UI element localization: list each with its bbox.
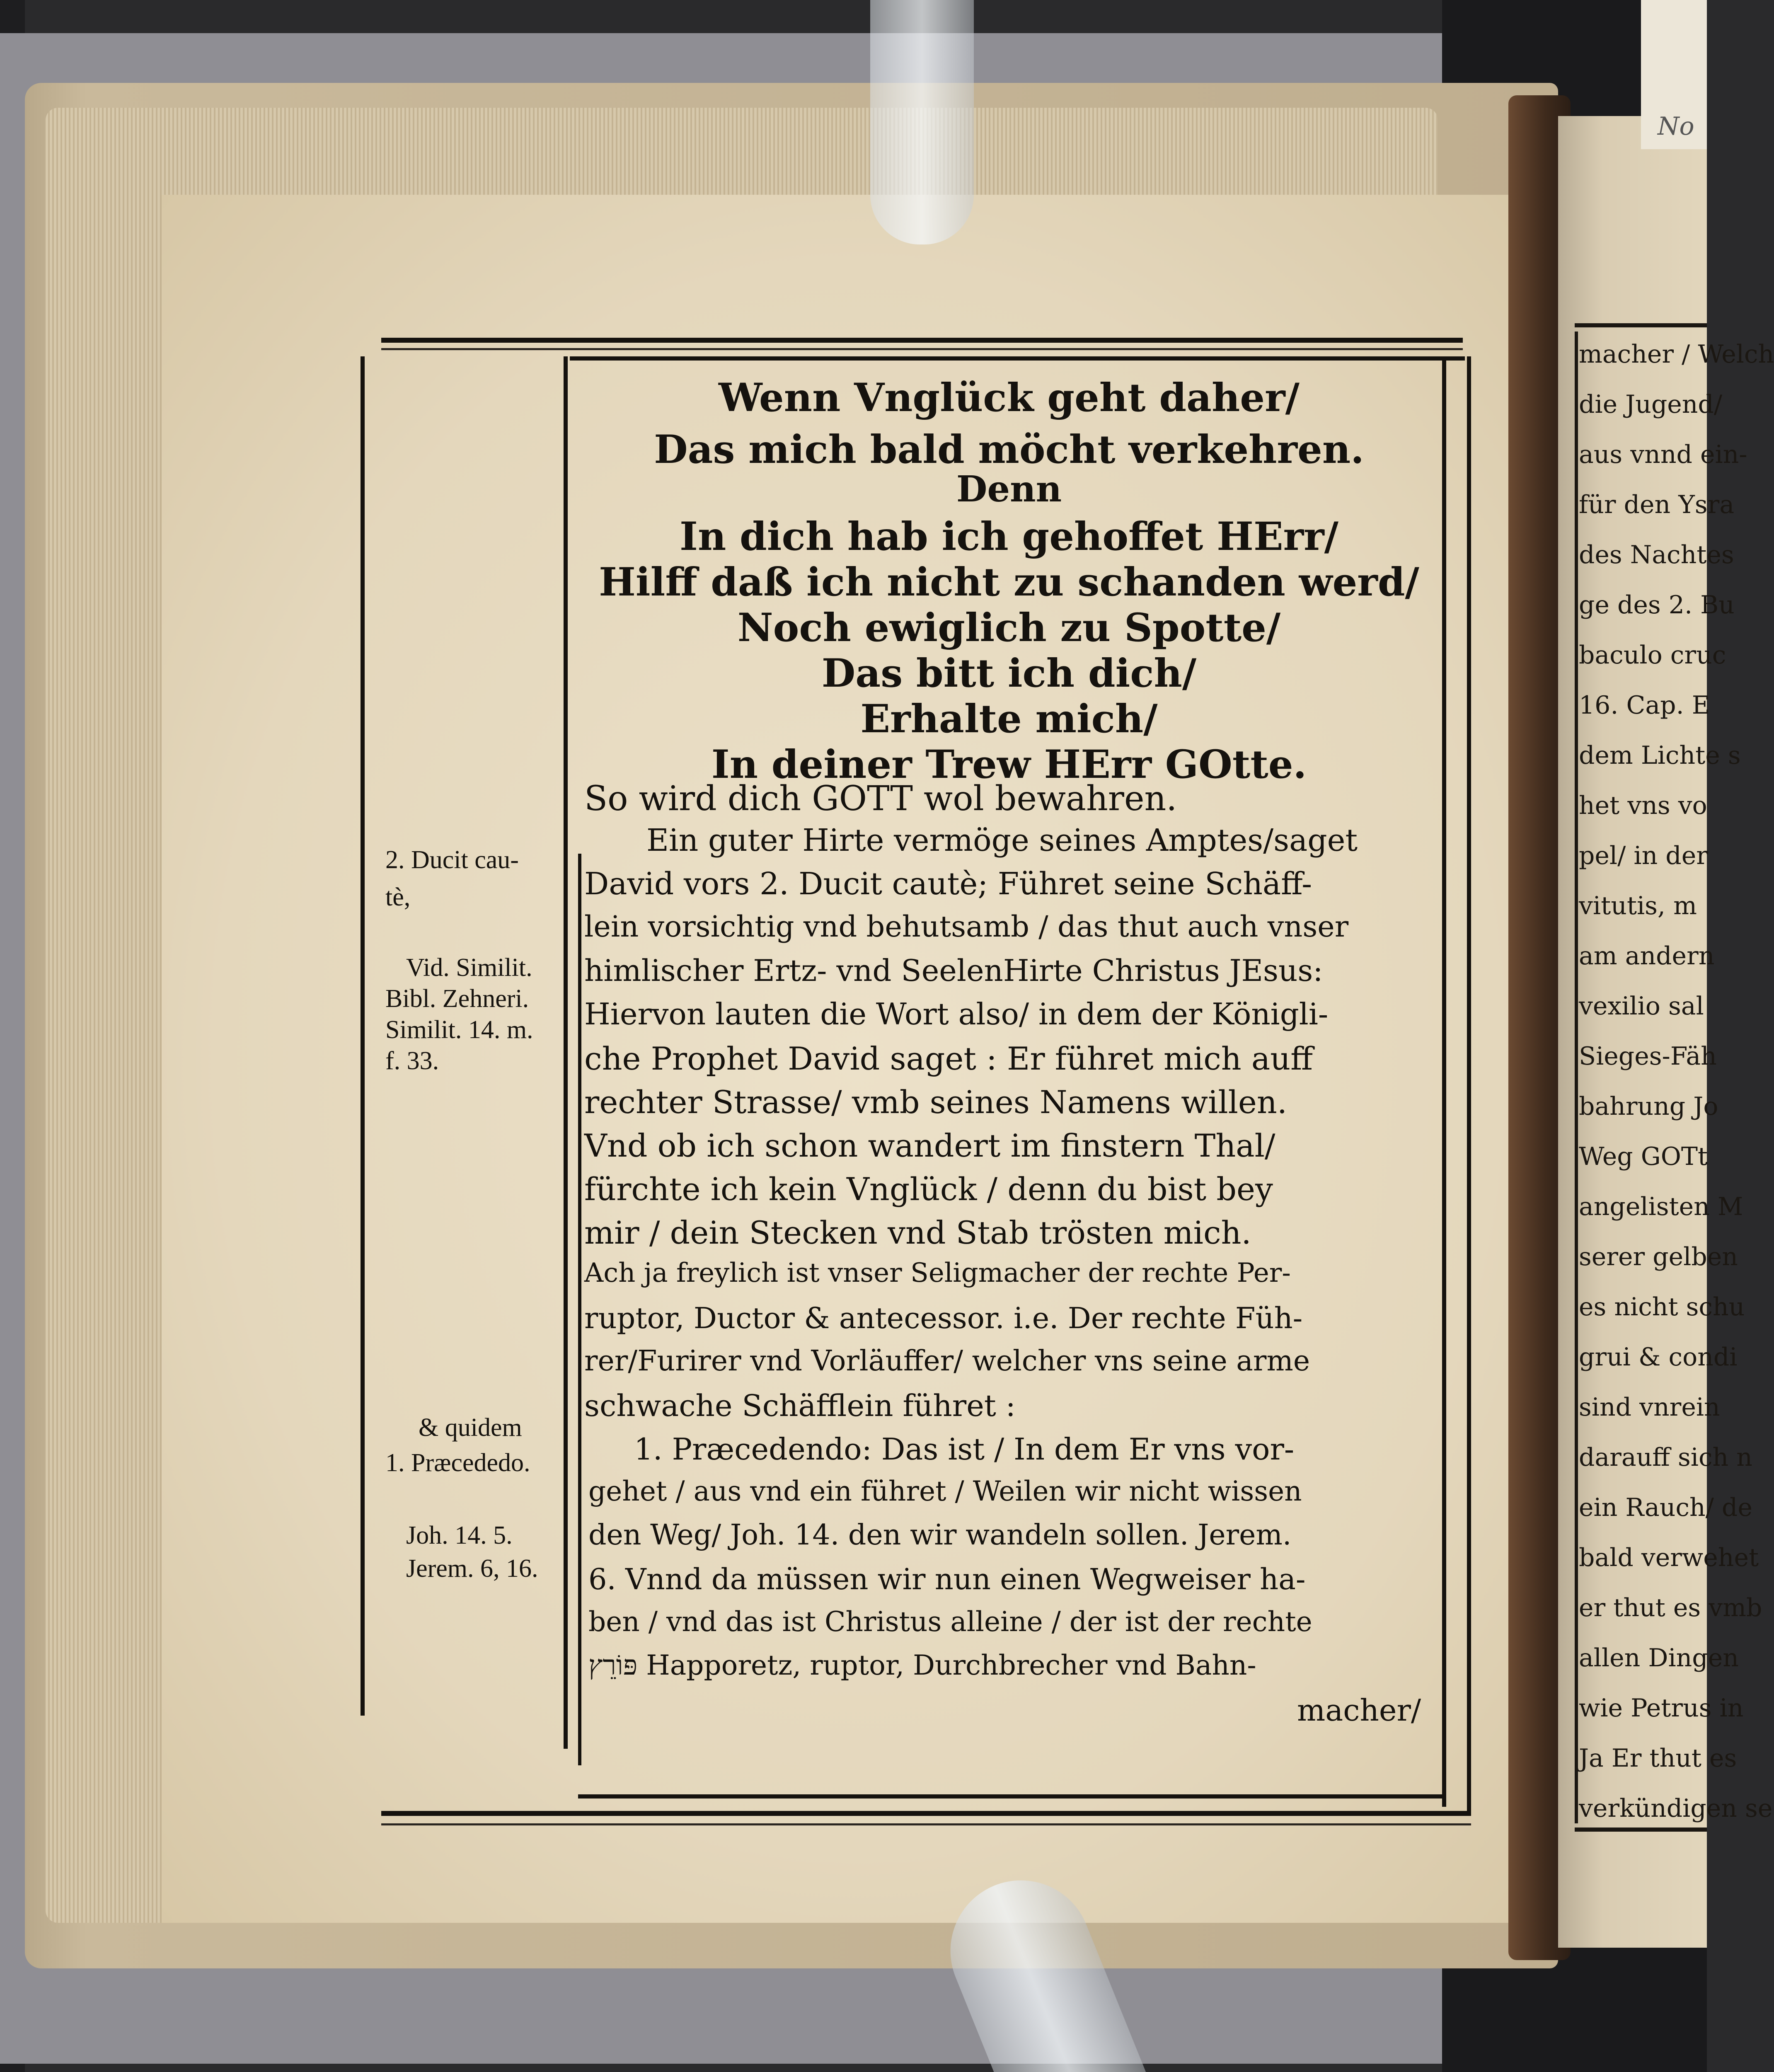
text-line-20: mir / dein Stecken vnd Stab trösten mich. bbox=[584, 1214, 1251, 1251]
frame-bottom-thin-rule bbox=[381, 1823, 1471, 1825]
facing-page-line: des Nachtes bbox=[1579, 540, 1734, 569]
facing-page-line: Sieges-Fäh bbox=[1579, 1042, 1717, 1071]
text-line-10: So wird dich GOTT wol bewahren. bbox=[584, 779, 1177, 818]
frame-top-thin-rule bbox=[381, 348, 1463, 350]
text-line-24: schwache Schäfflein führet : bbox=[584, 1388, 1016, 1423]
text-line-2: Das mich bald möcht verkehren. bbox=[654, 427, 1364, 472]
facing-page-line: het vns vo bbox=[1579, 791, 1707, 820]
facing-page-line: dem Lichte s bbox=[1579, 741, 1741, 770]
text-line-9: In deiner Trew HErr GOtte. bbox=[711, 742, 1307, 787]
margin-note-3: Vid. Similit. bbox=[406, 954, 532, 982]
facing-page-line: sind vnrein bbox=[1579, 1393, 1720, 1422]
text-line-18: Vnd ob ich schon wandert im finstern Thal/ bbox=[584, 1127, 1275, 1164]
facing-page-line: grui & condi bbox=[1579, 1343, 1738, 1372]
facing-page-line: er thut es vmb bbox=[1579, 1593, 1762, 1622]
margin-note-9: Joh. 14. 5. bbox=[406, 1521, 513, 1549]
frame-right-outer-rule bbox=[1467, 356, 1471, 1815]
text-line-8: Erhalte mich/ bbox=[860, 696, 1158, 742]
text-line-21: Ach ja freylich ist vnser Seligmacher der rechte Per- bbox=[584, 1258, 1291, 1288]
text-line-17: rechter Strasse/ vmb seines Namens willen. bbox=[584, 1084, 1288, 1121]
margin-note-10: Jerem. 6, 16. bbox=[406, 1554, 538, 1583]
frame-top-rule bbox=[381, 338, 1463, 343]
facing-page-line: Ja Er thut es bbox=[1579, 1744, 1737, 1773]
frame-bottom-rule bbox=[381, 1811, 1471, 1816]
facing-page-line: vexilio sal bbox=[1579, 992, 1704, 1021]
text-line-16: che Prophet David saget : Er führet mich auff bbox=[584, 1040, 1313, 1077]
facing-page-line: wie Petrus in bbox=[1579, 1694, 1744, 1723]
text-line-23: rer/Furirer vnd Vorläuffer/ welcher vns seine arme bbox=[584, 1345, 1310, 1377]
text-line-5: Hilff daß ich nicht zu schanden werd/ bbox=[599, 559, 1419, 605]
facing-page-line: vitutis, m bbox=[1579, 891, 1697, 920]
text-line-31: macher/ bbox=[1297, 1693, 1421, 1728]
facing-page-line: allen Dingen bbox=[1579, 1644, 1739, 1673]
facing-page-line: aus vnnd ein- bbox=[1579, 440, 1747, 469]
margin-note-6: f. 33. bbox=[385, 1047, 439, 1075]
text-line-19: fürchte ich kein Vnglück / denn du bist bey bbox=[584, 1171, 1273, 1208]
margin-note-1: 2. Ducit cau- bbox=[385, 846, 519, 874]
facing-rule-top bbox=[1575, 323, 1707, 327]
book-clip-top bbox=[870, 0, 974, 244]
facing-page-line: die Jugend/ bbox=[1579, 390, 1723, 419]
text-line-13: lein vorsichtig vnd behutsamb / das thut auch vnser bbox=[584, 910, 1349, 944]
facing-page-line: 16. Cap. E bbox=[1579, 691, 1710, 720]
facing-page-line: angelisten M bbox=[1579, 1192, 1743, 1221]
margin-note-5: Similit. 14. m. bbox=[385, 1016, 533, 1044]
margin-note-7: & quidem bbox=[419, 1414, 522, 1442]
facing-rule-left bbox=[1575, 332, 1578, 1823]
facing-page-line: bald verwehet bbox=[1579, 1543, 1759, 1572]
text-line-12: David vors 2. Ducit cautè; Führet seine Schäff- bbox=[584, 866, 1312, 902]
text-line-1: Wenn Vnglück geht daher/ bbox=[719, 375, 1300, 421]
facing-page-line: pel/ in der bbox=[1579, 841, 1708, 870]
margin-note-4: Bibl. Zehneri. bbox=[385, 985, 529, 1013]
text-line-30: פּוֹרֵץ Happoretz, ruptor, Durchbrecher vnd Bahn- bbox=[588, 1649, 1256, 1681]
text-line-4: In dich hab ich gehoffet HErr/ bbox=[679, 514, 1338, 559]
text-line-15: Hiervon lauten die Wort also/ in dem der Königli- bbox=[584, 997, 1329, 1031]
text-line-25: 1. Præcedendo: Das ist / In dem Er vns vor- bbox=[634, 1432, 1295, 1467]
text-line-6: Noch ewiglich zu Spotte/ bbox=[737, 605, 1281, 651]
text-line-14: himlischer Ertz- vnd SeelenHirte Christus JEsus: bbox=[584, 953, 1323, 988]
text-line-22: ruptor, Ductor & antecessor. i.e. Der rechte Füh- bbox=[584, 1301, 1303, 1335]
text-line-27: den Weg/ Joh. 14. den wir wandeln sollen. Jerem. bbox=[588, 1519, 1292, 1552]
frame-text-top-rule bbox=[570, 356, 1465, 361]
frame-text-bottom-rule bbox=[578, 1794, 1444, 1798]
facing-page-line: ein Rauch/ de bbox=[1579, 1493, 1752, 1522]
text-line-29: ben / vnd das ist Christus alleine / der ist der rechte bbox=[588, 1606, 1312, 1638]
facing-page-line: am andern bbox=[1579, 942, 1715, 971]
archive-tag bbox=[1641, 0, 1707, 149]
facing-page-line: darauff sich n bbox=[1579, 1443, 1752, 1472]
margin-note-2: tè, bbox=[385, 883, 411, 911]
text-line-7: Das bitt ich dich/ bbox=[821, 651, 1197, 696]
facing-page-line: für den Ysra bbox=[1579, 490, 1735, 519]
facing-page-line: ge des 2. Bu bbox=[1579, 591, 1735, 620]
text-line-28: 6. Vnnd da müssen wir nun einen Wegweiser ha- bbox=[588, 1562, 1306, 1596]
facing-page-line: bahrung Jo bbox=[1579, 1092, 1718, 1121]
facing-page-line: es nicht schu bbox=[1579, 1293, 1745, 1322]
facing-page-line: serer gelben bbox=[1579, 1242, 1738, 1271]
text-line-26: gehet / aus vnd ein führet / Weilen wir nicht wissen bbox=[588, 1475, 1302, 1507]
archive-tag-text: No bbox=[1658, 112, 1694, 141]
facing-page-line: verkündigen se bbox=[1579, 1794, 1773, 1823]
margin-note-8: 1. Præcededo. bbox=[385, 1449, 530, 1477]
facing-page-line: Weg GOTt bbox=[1579, 1142, 1708, 1171]
text-line-11: Ein guter Hirte vermöge seines Amptes/saget bbox=[646, 823, 1358, 858]
facing-page-line: baculo cruc bbox=[1579, 641, 1726, 670]
facing-rule-bottom bbox=[1575, 1828, 1707, 1832]
text-line-3: Denn bbox=[956, 468, 1062, 510]
facing-page-line: macher / Welch bbox=[1579, 340, 1774, 369]
frame-left-rule bbox=[361, 356, 365, 1716]
